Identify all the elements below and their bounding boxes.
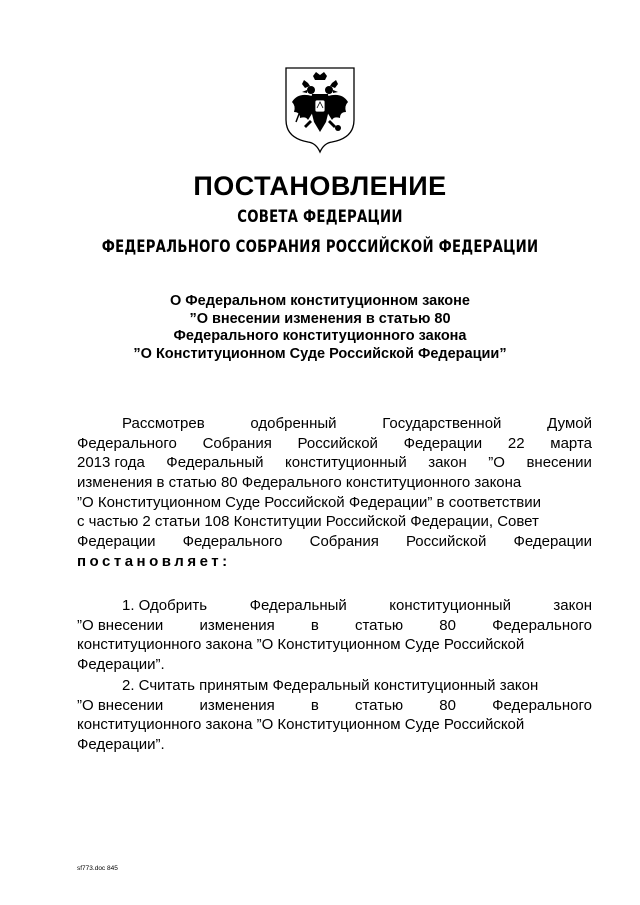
text-line [77,696,592,716]
heading-line: ”О внесении изменения в статью 80 [189,310,451,327]
word: закон [553,597,592,614]
coat-of-arms-emblem [280,62,360,158]
word: закон [428,454,467,472]
text-segment: конституционного закона ”О Конституционном Суде Российской [77,716,525,734]
word: Российской [297,434,378,452]
text-segment: Федерации”. [77,736,165,754]
text-segment: изменения в статью 80 Федерального конституционного закона [77,474,522,492]
heading-line: Федерального конституционного закона [173,328,467,344]
word: Федеральный [166,454,264,472]
word: Рассмотрев [122,415,205,432]
word: Думой [547,415,592,432]
text-segment: конституционного закона ”О Конституционном Суде Российской [77,636,525,654]
word: Федерального [77,434,177,452]
word: Федерального [182,533,283,551]
word: марта [550,434,592,452]
text-line [77,616,592,636]
word: 22 [507,434,525,452]
word: Федерации [403,434,483,452]
text-line [77,635,592,655]
word: Федеральный [249,597,347,614]
document-heading [60,293,580,363]
word: ”О [488,454,505,472]
text-line [77,715,592,735]
word: Федерального [492,696,592,714]
issuing-body-line-1: СОВЕТА ФЕДЕРАЦИИ [237,207,403,227]
word: статью [354,696,404,714]
word: изменения [199,696,275,714]
word: Российской [405,533,487,551]
text-segment: Федерации”. [77,656,165,674]
text-line [77,473,592,493]
heading-line: ”О Конституционном Суде Российской Федерации” [133,345,507,362]
word: Федерального [492,616,592,634]
text-line [77,596,592,616]
text-line [77,676,592,696]
text-line [77,453,592,473]
text-line [77,434,592,454]
word: 2013 года [77,454,145,472]
text-line [77,655,592,675]
word: конституционный [389,597,511,614]
document-title: ПОСТАНОВЛЕНИЕ [193,171,447,201]
resolution-item-2 [77,676,592,755]
word: изменения [199,616,275,634]
text-line [77,532,592,552]
word: Собрания [202,434,272,452]
word: внесении [526,454,592,472]
word: конституционный [285,454,407,472]
word: в [310,616,319,634]
text-segment: ”О Конституционном Суде Российской Федерации” в соответствии [77,493,542,511]
word: статью [354,616,404,634]
text-line [77,512,592,532]
word: Федерации [513,533,592,551]
word: ”О внесении [77,616,164,634]
word: 80 [439,616,456,634]
word: Федерации [77,533,156,551]
word: в [310,696,319,714]
word: одобренный [250,415,337,432]
resolution-item-1 [77,596,592,675]
word: Государственной [382,415,502,432]
heading-line: О Федеральном конституционном законе [170,293,470,309]
text-segment: с частью 2 статьи 108 Конституции Российской Федерации, Совет [77,513,539,531]
issuing-body-line-2: ФЕДЕРАЛЬНОГО СОБРАНИЯ РОССИЙСКОЙ ФЕДЕРАЦИИ [101,237,539,257]
text-line [77,735,592,755]
text-line [77,414,592,434]
word: 1. Одобрить [122,597,208,614]
text-line [77,493,592,513]
text-segment: 2. Считать принятым Федеральный конституционный закон [122,677,539,694]
text-line [77,552,592,572]
preamble-paragraph [77,414,592,572]
russian-coat-of-arms-icon [280,62,360,158]
file-reference: sf773.doc 845 [77,865,118,872]
resolves-keyword: постановляет: [77,552,231,570]
word: Собрания [309,533,379,551]
word: 80 [439,696,456,714]
word: ”О внесении [77,696,164,714]
